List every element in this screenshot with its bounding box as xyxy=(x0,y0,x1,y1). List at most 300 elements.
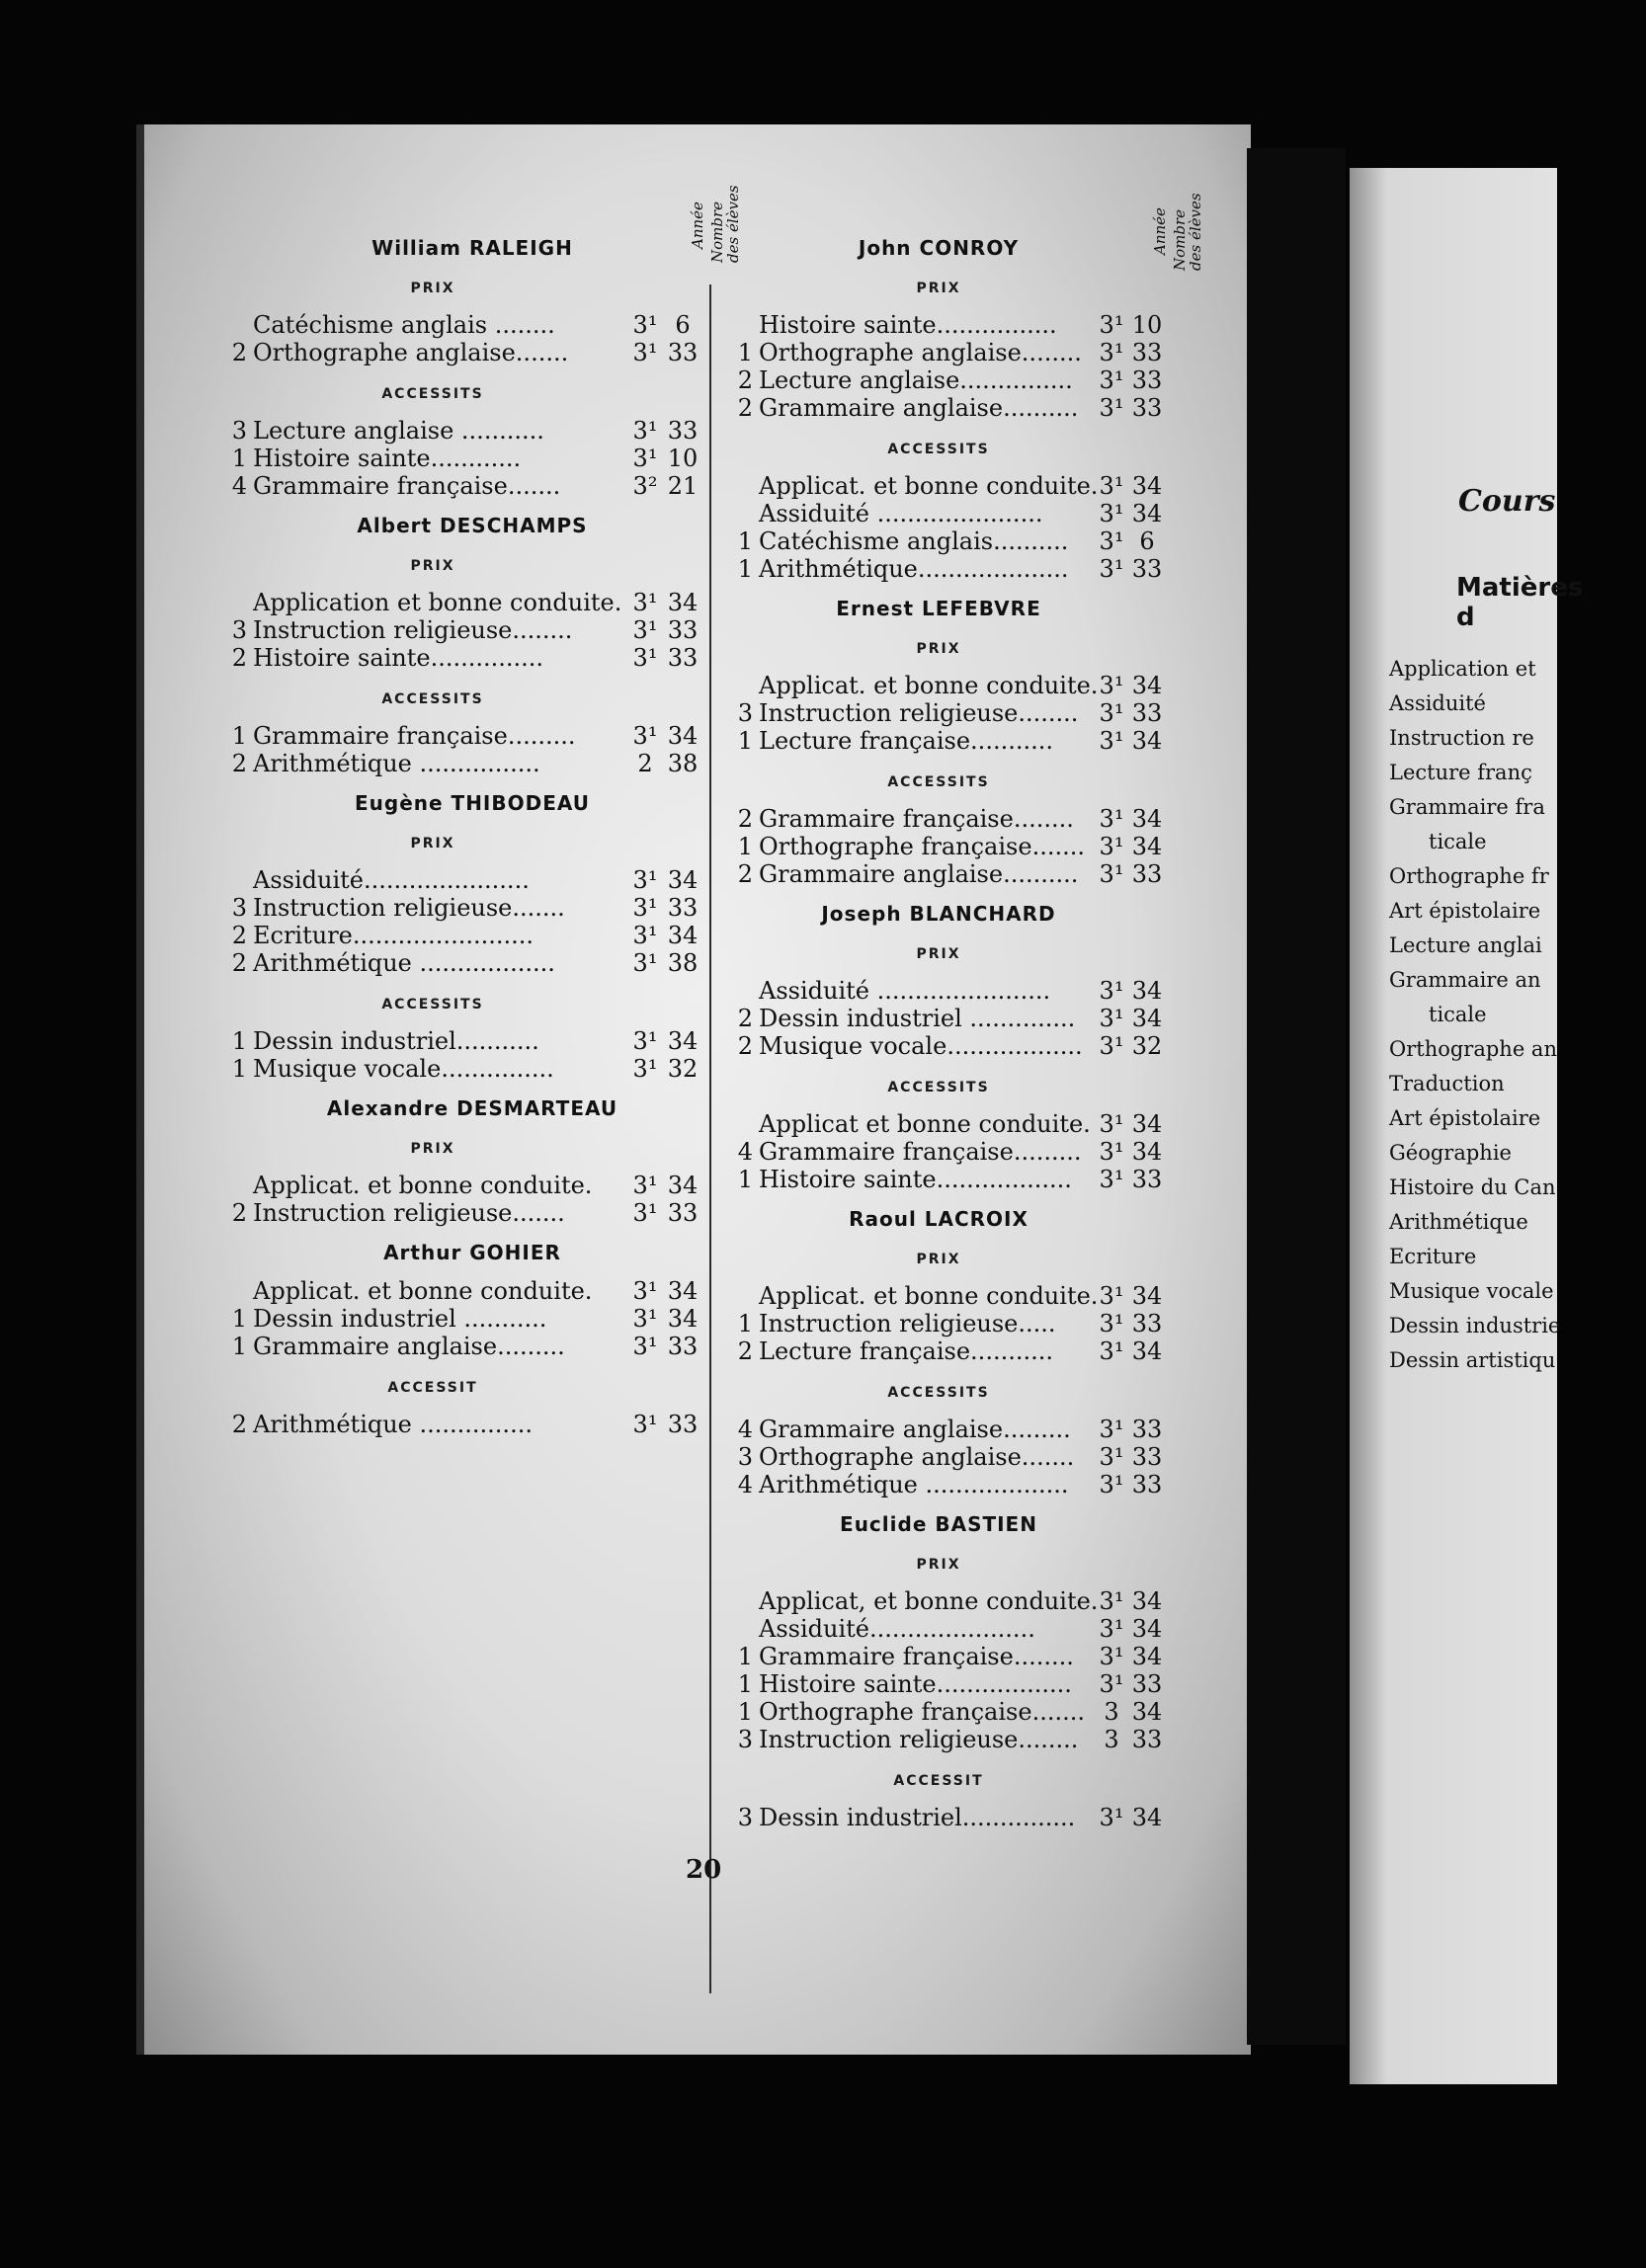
result-row xyxy=(731,501,1255,528)
page-number: 20 xyxy=(686,1855,722,1885)
result-row xyxy=(731,861,1255,889)
annee-value: 3¹ xyxy=(1099,472,1124,500)
next-page-item: ticale xyxy=(1429,830,1487,853)
rank: 1 xyxy=(737,339,753,366)
result-row xyxy=(225,867,818,895)
annee-value: 3¹ xyxy=(632,1411,658,1438)
subject: Musique vocale............... xyxy=(253,1055,554,1083)
subject: Applicat. et bonne conduite. xyxy=(759,672,1099,699)
subject: Arithmétique ................ xyxy=(253,750,540,777)
nombre-value: 33 xyxy=(667,1411,699,1438)
annee-value: 3¹ xyxy=(632,949,658,977)
section-title: PRIX xyxy=(916,946,961,962)
subject: Assiduité...................... xyxy=(253,866,530,894)
annee-value: 3¹ xyxy=(1099,394,1124,422)
result-row xyxy=(225,1334,818,1361)
rank: 1 xyxy=(231,1333,247,1360)
result-row xyxy=(731,556,1255,584)
annee-value: 3¹ xyxy=(1099,1310,1124,1337)
result-row xyxy=(731,528,1255,556)
nombre-value: 33 xyxy=(1131,1726,1163,1753)
annee-value: 3¹ xyxy=(1099,1615,1124,1643)
nombre-value: 34 xyxy=(667,722,699,750)
rank: 1 xyxy=(231,1027,247,1055)
nombre-value: 34 xyxy=(1131,1005,1163,1032)
rank: 3 xyxy=(231,417,247,445)
rank: 2 xyxy=(231,922,247,949)
student-name: Eugène THIBODEAU xyxy=(355,791,590,815)
result-row xyxy=(225,1306,818,1334)
nombre-value: 34 xyxy=(1131,805,1163,833)
subject: Histoire sainte............ xyxy=(253,445,522,472)
annee-value: 3¹ xyxy=(1099,860,1124,888)
subject: Histoire sainte................ xyxy=(759,311,1057,339)
rank: 1 xyxy=(737,1310,753,1337)
subject: Arithmétique ................... xyxy=(759,1471,1069,1498)
annee-value: 3¹ xyxy=(1099,1337,1124,1365)
student-name: Alexandre DESMARTEAU xyxy=(326,1096,618,1120)
result-row xyxy=(225,645,818,673)
nombre-value: 38 xyxy=(667,750,699,777)
subject: Assiduité...................... xyxy=(759,1615,1035,1643)
rank: 1 xyxy=(231,1055,247,1083)
rank: 3 xyxy=(737,1443,753,1471)
nombre-value: 34 xyxy=(1131,1587,1163,1615)
nombre-value: 34 xyxy=(1131,672,1163,699)
nombre-value: 34 xyxy=(667,866,699,894)
annee-value: 3¹ xyxy=(1099,1032,1124,1060)
nombre-value: 34 xyxy=(667,1277,699,1305)
subject: Instruction religieuse....... xyxy=(253,1199,565,1227)
result-row xyxy=(731,728,1255,756)
student-name: Arthur GOHIER xyxy=(383,1241,561,1264)
annee-value: 3¹ xyxy=(1099,727,1124,755)
annee-value: 3¹ xyxy=(1099,1643,1124,1670)
annee-value: 3¹ xyxy=(1099,699,1124,727)
rank: 2 xyxy=(231,339,247,366)
subject: Lecture française........... xyxy=(759,1337,1053,1365)
left-column xyxy=(225,124,818,1439)
result-row xyxy=(731,1588,1255,1616)
subject: Orthographe française....... xyxy=(759,833,1085,860)
next-page-item: ticale xyxy=(1429,1003,1487,1026)
nombre-value: 33 xyxy=(1131,555,1163,583)
result-row xyxy=(731,1616,1255,1644)
student-name: Joseph BLANCHARD xyxy=(821,902,1056,926)
nombre-value: 33 xyxy=(667,616,699,644)
annee-value: 3¹ xyxy=(632,722,658,750)
result-row xyxy=(225,446,818,473)
annee-value: 3¹ xyxy=(1099,527,1124,555)
annee-value: 3¹ xyxy=(1099,977,1124,1005)
annee-value: 3¹ xyxy=(632,1172,658,1199)
result-row xyxy=(731,1444,1255,1472)
subject: Dessin industriel............... xyxy=(759,1804,1076,1831)
rank: 2 xyxy=(231,750,247,777)
subject: Applicat, et bonne conduite. xyxy=(759,1587,1099,1615)
nombre-value: 34 xyxy=(1131,727,1163,755)
result-row xyxy=(731,1033,1255,1061)
book-spine xyxy=(1247,148,1346,2045)
nombre-value: 34 xyxy=(1131,1282,1163,1310)
rank: 1 xyxy=(231,445,247,472)
annee-value: 3¹ xyxy=(632,1027,658,1055)
student-name: Raoul LACROIX xyxy=(849,1207,1029,1231)
result-row xyxy=(731,673,1255,700)
subject: Orthographe française....... xyxy=(759,1698,1085,1726)
result-row xyxy=(731,1699,1255,1727)
result-row xyxy=(225,1278,818,1306)
nombre-value: 33 xyxy=(1131,1310,1163,1337)
next-page-item: Art épistolaire xyxy=(1389,899,1541,923)
nombre-value: 21 xyxy=(667,472,699,500)
nombre-value: 34 xyxy=(667,1172,699,1199)
next-page-item: Grammaire an xyxy=(1389,968,1541,992)
annee-value: 3¹ xyxy=(632,1277,658,1305)
nombre-value: 34 xyxy=(1131,472,1163,500)
result-row xyxy=(225,617,818,645)
subject: Histoire sainte............... xyxy=(253,644,544,672)
subject: Instruction religieuse..... xyxy=(759,1310,1056,1337)
rank: 2 xyxy=(231,644,247,672)
section-title: PRIX xyxy=(410,1141,455,1157)
section-title: ACCESSIT xyxy=(387,1380,478,1396)
annee-value: 3¹ xyxy=(1099,1166,1124,1193)
annee-value: 3¹ xyxy=(632,417,658,445)
subject: Assiduité ...................... xyxy=(759,500,1043,527)
annee-value: 3¹ xyxy=(1099,833,1124,860)
section-title: ACCESSIT xyxy=(893,1773,984,1789)
rank: 1 xyxy=(231,722,247,750)
student-name: Albert DESCHAMPS xyxy=(357,514,588,537)
nombre-value: 6 xyxy=(675,311,691,339)
subject: Applicat. et bonne conduite. xyxy=(759,472,1099,500)
rank: 1 xyxy=(737,1643,753,1670)
rank: 4 xyxy=(737,1471,753,1498)
next-page-item: Orthographe fr xyxy=(1389,864,1549,888)
section-title: PRIX xyxy=(916,281,961,296)
subject: Applicat. et bonne conduite. xyxy=(253,1172,593,1199)
result-row xyxy=(225,340,818,367)
rank: 1 xyxy=(737,1670,753,1698)
result-row xyxy=(225,723,818,751)
annee-value: 3¹ xyxy=(632,589,658,616)
rank: 1 xyxy=(737,833,753,860)
subject: Instruction religieuse........ xyxy=(253,616,573,644)
subject: Lecture française........... xyxy=(759,727,1053,755)
result-row xyxy=(731,1805,1255,1832)
result-row xyxy=(731,473,1255,501)
nombre-value: 34 xyxy=(667,1027,699,1055)
next-page-subtitle: Matières d xyxy=(1456,573,1584,632)
rank: 2 xyxy=(231,949,247,977)
next-page-item: Lecture franç xyxy=(1389,761,1532,784)
result-row xyxy=(225,418,818,446)
subject: Instruction religieuse........ xyxy=(759,699,1079,727)
annee-value: 3¹ xyxy=(632,922,658,949)
header-annee: Année xyxy=(689,202,706,249)
rank: 2 xyxy=(737,1032,753,1060)
subject: Dessin industriel .............. xyxy=(759,1005,1076,1032)
subject: Applicat. et bonne conduite. xyxy=(759,1282,1099,1310)
nombre-value: 32 xyxy=(1131,1032,1163,1060)
nombre-value: 34 xyxy=(1131,1138,1163,1166)
nombre-value: 33 xyxy=(667,417,699,445)
subject: Grammaire française....... xyxy=(253,472,561,500)
result-row xyxy=(731,367,1255,395)
subject: Lecture anglaise............... xyxy=(759,366,1073,394)
nombre-value: 33 xyxy=(667,894,699,922)
result-row xyxy=(225,895,818,923)
next-page-item: Géographie xyxy=(1389,1141,1512,1165)
nombre-value: 33 xyxy=(667,1199,699,1227)
next-page-item: Orthographe an xyxy=(1389,1037,1557,1061)
rank: 2 xyxy=(231,1411,247,1438)
annee-value: 3¹ xyxy=(1099,1005,1124,1032)
result-row xyxy=(731,700,1255,728)
rank: 2 xyxy=(231,1199,247,1227)
annee-value: 3¹ xyxy=(632,616,658,644)
result-row xyxy=(225,1200,818,1228)
subject: Grammaire anglaise.......... xyxy=(759,860,1079,888)
subject: Applicat et bonne conduite. xyxy=(759,1110,1091,1138)
subject: Arithmétique.................... xyxy=(759,555,1069,583)
section-title: PRIX xyxy=(916,1557,961,1573)
nombre-value: 10 xyxy=(1131,311,1163,339)
annee-value: 3¹ xyxy=(632,644,658,672)
result-row xyxy=(225,312,818,340)
annee-value: 3¹ xyxy=(1099,500,1124,527)
section-title: ACCESSITS xyxy=(381,997,484,1012)
subject: Application et bonne conduite. xyxy=(253,589,622,616)
nombre-value: 33 xyxy=(1131,699,1163,727)
subject: Grammaire anglaise.......... xyxy=(759,394,1079,422)
next-page-item: Traduction xyxy=(1389,1072,1505,1095)
section-title: PRIX xyxy=(410,558,455,574)
next-page-item: Instruction re xyxy=(1389,726,1534,750)
result-row xyxy=(225,473,818,501)
subject: Instruction religieuse....... xyxy=(253,894,565,922)
rank: 3 xyxy=(737,1726,753,1753)
nombre-value: 33 xyxy=(667,644,699,672)
subject: Orthographe anglaise........ xyxy=(759,339,1082,366)
subject: Catéchisme anglais ........ xyxy=(253,311,555,339)
next-page-item: Application et xyxy=(1389,657,1536,681)
next-page-item: Musique vocale xyxy=(1389,1279,1554,1303)
rank: 3 xyxy=(737,699,753,727)
result-row xyxy=(731,834,1255,861)
subject: Dessin industriel ........... xyxy=(253,1305,547,1333)
section-title: ACCESSITS xyxy=(887,1080,990,1095)
right-column xyxy=(731,124,1255,1832)
result-row xyxy=(731,1006,1255,1033)
subject: Grammaire française......... xyxy=(759,1138,1082,1166)
annee-value: 3¹ xyxy=(1099,1282,1124,1310)
next-page-item: Dessin artistiqu xyxy=(1389,1348,1556,1372)
nombre-value: 33 xyxy=(1131,1670,1163,1698)
annee-value: 3¹ xyxy=(632,445,658,472)
result-row xyxy=(731,312,1255,340)
annee-value: 3¹ xyxy=(632,311,658,339)
nombre-value: 38 xyxy=(667,949,699,977)
nombre-value: 34 xyxy=(1131,833,1163,860)
subject: Assiduité ....................... xyxy=(759,977,1051,1005)
annee-value: 2 xyxy=(637,750,653,777)
rank: 3 xyxy=(737,1804,753,1831)
subject: Arithmétique .................. xyxy=(253,949,555,977)
subject: Histoire sainte.................. xyxy=(759,1166,1072,1193)
result-row xyxy=(731,978,1255,1006)
next-page-list xyxy=(1389,652,1646,1378)
rank: 2 xyxy=(737,1005,753,1032)
result-row xyxy=(731,395,1255,423)
next-page-item: Ecriture xyxy=(1389,1245,1477,1268)
nombre-value: 6 xyxy=(1139,527,1155,555)
subject: Instruction religieuse........ xyxy=(759,1726,1079,1753)
annee-value: 3¹ xyxy=(1099,1138,1124,1166)
result-row xyxy=(731,1671,1255,1699)
subject: Orthographe anglaise....... xyxy=(759,1443,1075,1471)
result-row xyxy=(731,1283,1255,1311)
book-page-right-partial xyxy=(1350,168,1584,2084)
result-row xyxy=(731,1472,1255,1499)
rank: 4 xyxy=(737,1138,753,1166)
result-row xyxy=(731,340,1255,367)
next-page-title: Cours xyxy=(1458,484,1556,519)
section-title: ACCESSITS xyxy=(887,1385,990,1401)
rank: 2 xyxy=(737,860,753,888)
result-row xyxy=(731,1644,1255,1671)
annee-value: 3¹ xyxy=(1099,311,1124,339)
result-row xyxy=(731,1311,1255,1338)
subject: Ecriture........................ xyxy=(253,922,534,949)
subject: Grammaire anglaise......... xyxy=(253,1333,565,1360)
nombre-value: 33 xyxy=(1131,394,1163,422)
result-row xyxy=(225,923,818,950)
annee-value: 3¹ xyxy=(632,894,658,922)
subject: Catéchisme anglais.......... xyxy=(759,527,1069,555)
nombre-value: 34 xyxy=(1131,1804,1163,1831)
next-page-item: Grammaire fra xyxy=(1389,795,1545,819)
annee-value: 3 xyxy=(1104,1698,1119,1726)
student-name: Ernest LEFEBVRE xyxy=(836,597,1041,620)
student-name: Euclide BASTIEN xyxy=(840,1512,1037,1536)
annee-value: 3¹ xyxy=(1099,1670,1124,1698)
nombre-value: 34 xyxy=(1131,1337,1163,1365)
result-row xyxy=(731,1338,1255,1366)
student-name: John CONROY xyxy=(858,236,1020,260)
subject: Applicat. et bonne conduite. xyxy=(253,1277,593,1305)
subject: Lecture anglaise ........... xyxy=(253,417,544,445)
next-page-item: Histoire du Can xyxy=(1389,1175,1556,1199)
section-title: PRIX xyxy=(916,1252,961,1267)
result-row xyxy=(225,1028,818,1056)
nombre-value: 34 xyxy=(1131,1110,1163,1138)
rank: 4 xyxy=(231,472,247,500)
annee-value: 3¹ xyxy=(1099,339,1124,366)
subject: Arithmétique ............... xyxy=(253,1411,533,1438)
rank: 3 xyxy=(231,616,247,644)
annee-value: 3 xyxy=(1104,1726,1119,1753)
result-row xyxy=(731,1139,1255,1167)
rank: 2 xyxy=(737,805,753,833)
student-name: William RALEIGH xyxy=(371,236,573,260)
nombre-value: 34 xyxy=(1131,1643,1163,1670)
subject: Grammaire anglaise......... xyxy=(759,1416,1071,1443)
subject: Dessin industriel........... xyxy=(253,1027,539,1055)
rank: 1 xyxy=(737,1166,753,1193)
annee-value: 3¹ xyxy=(1099,1110,1124,1138)
annee-value: 3¹ xyxy=(1099,672,1124,699)
rank: 1 xyxy=(737,1698,753,1726)
next-page-item: Lecture anglai xyxy=(1389,933,1542,957)
subject: Grammaire française........ xyxy=(759,805,1074,833)
annee-value: 3¹ xyxy=(632,866,658,894)
nombre-value: 33 xyxy=(1131,1471,1163,1498)
subject: Musique vocale.................. xyxy=(759,1032,1083,1060)
nombre-value: 33 xyxy=(1131,1416,1163,1443)
section-title: PRIX xyxy=(916,641,961,657)
next-page-item: Arithmétique xyxy=(1389,1210,1528,1234)
annee-value: 3¹ xyxy=(1099,1443,1124,1471)
annee-value: 3¹ xyxy=(1099,1416,1124,1443)
annee-value: 3¹ xyxy=(632,1305,658,1333)
nombre-value: 10 xyxy=(667,445,699,472)
result-row xyxy=(225,950,818,978)
annee-value: 3¹ xyxy=(1099,1587,1124,1615)
subject: Grammaire française......... xyxy=(253,722,576,750)
annee-value: 3¹ xyxy=(1099,805,1124,833)
rank: 1 xyxy=(231,1305,247,1333)
rank: 3 xyxy=(231,894,247,922)
result-row xyxy=(731,1727,1255,1754)
annee-value: 3¹ xyxy=(1099,366,1124,394)
result-row xyxy=(731,1111,1255,1139)
header-annee-right: Année xyxy=(1151,207,1169,255)
result-row xyxy=(225,590,818,617)
section-title: ACCESSITS xyxy=(381,386,484,402)
annee-value: 3² xyxy=(632,472,658,500)
nombre-value: 34 xyxy=(1131,1615,1163,1643)
nombre-value: 33 xyxy=(1131,366,1163,394)
result-row xyxy=(731,806,1255,834)
nombre-value: 34 xyxy=(667,922,699,949)
annee-value: 3¹ xyxy=(632,1055,658,1083)
header-nombre-right: Nombre des élèves xyxy=(1171,193,1204,271)
result-row xyxy=(731,1167,1255,1194)
annee-value: 3¹ xyxy=(1099,555,1124,583)
nombre-value: 33 xyxy=(667,1333,699,1360)
nombre-value: 33 xyxy=(1131,860,1163,888)
subject: Histoire sainte.................. xyxy=(759,1670,1072,1698)
nombre-value: 34 xyxy=(667,1305,699,1333)
section-title: ACCESSITS xyxy=(887,442,990,457)
result-row xyxy=(225,1056,818,1084)
book-page-left xyxy=(136,124,1251,2055)
nombre-value: 32 xyxy=(667,1055,699,1083)
next-page-item: Dessin industrie xyxy=(1389,1314,1561,1337)
subject: Grammaire française........ xyxy=(759,1643,1074,1670)
next-page-item: Assiduité xyxy=(1389,691,1486,715)
nombre-value: 33 xyxy=(1131,1166,1163,1193)
next-page-item: Art épistolaire xyxy=(1389,1106,1541,1130)
result-row xyxy=(731,1417,1255,1444)
section-title: ACCESSITS xyxy=(381,691,484,707)
rank: 4 xyxy=(737,1416,753,1443)
rank: 2 xyxy=(737,366,753,394)
rank: 2 xyxy=(737,394,753,422)
nombre-value: 33 xyxy=(667,339,699,366)
